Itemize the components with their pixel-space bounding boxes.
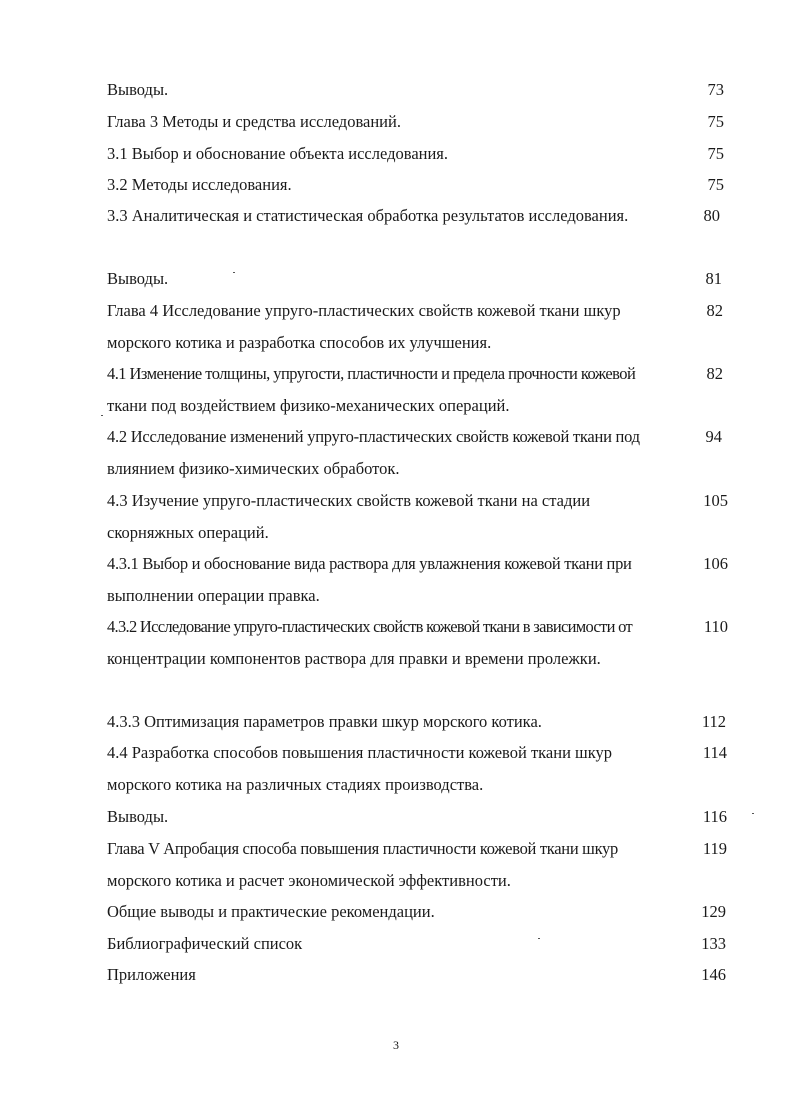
toc-entry-page: 82 bbox=[706, 364, 723, 383]
toc-entry-page: 112 bbox=[701, 712, 726, 731]
toc-entry-page: 75 bbox=[707, 112, 724, 131]
toc-entry-title: 3.2 Методы исследования. bbox=[107, 175, 292, 194]
toc-entry-continuation: скорняжных операций. bbox=[107, 523, 269, 542]
toc-entry-title: 4.3 Изучение упруго-пластических свойств кожевой ткани на стадии bbox=[107, 491, 591, 510]
toc-entry-page: 73 bbox=[707, 80, 724, 99]
toc-entry-continuation: влиянием физико-химических обработок. bbox=[107, 459, 400, 478]
toc-entry-title: 3.1 Выбор и обоснование объекта исследования. bbox=[107, 144, 449, 163]
toc-entry-continuation: концентрации компонентов раствора для правки и времени пролежки. bbox=[107, 649, 601, 668]
toc-entry-title: 3.3 Аналитическая и статистическая обработка результатов исследования. bbox=[107, 206, 629, 225]
toc-entry-title: 4.2 Исследование изменений упруго-пластических свойств кожевой ткани под bbox=[107, 427, 640, 446]
toc-entry-continuation: ткани под воздействием физико-механических операций. bbox=[107, 396, 510, 415]
toc-entry-page: 133 bbox=[701, 934, 726, 953]
toc-entry-page: 116 bbox=[702, 807, 727, 826]
toc-entry-page: 106 bbox=[703, 554, 728, 573]
toc-entry-title: Общие выводы и практические рекомендации. bbox=[107, 902, 435, 921]
toc-entry-page: 75 bbox=[707, 175, 724, 194]
toc-entry-continuation: морского котика и расчет экономической эффективности. bbox=[107, 871, 511, 890]
toc-entry-page: 129 bbox=[701, 902, 726, 921]
scan-speck bbox=[101, 415, 103, 416]
toc-entry-page: 75 bbox=[707, 144, 724, 163]
toc-entry-title: Глава 4 Исследование упруго-пластических свойств кожевой ткани шкур bbox=[107, 301, 621, 320]
toc-entry-continuation: морского котика и разработка способов их улучшения. bbox=[107, 333, 492, 352]
toc-entry-title: Библиографический список bbox=[107, 934, 303, 953]
toc-entry-title: Приложения bbox=[107, 965, 196, 984]
toc-entry-page: 81 bbox=[705, 269, 722, 288]
scan-speck bbox=[233, 272, 235, 273]
toc-entry-page: 110 bbox=[703, 617, 728, 636]
scan-speck bbox=[538, 938, 540, 939]
toc-entry-continuation: морского котика на различных стадиях производства. bbox=[107, 775, 484, 794]
toc-entry-title: Выводы. bbox=[107, 269, 169, 288]
toc-entry-page: 94 bbox=[705, 427, 722, 446]
toc-entry-page: 105 bbox=[703, 491, 728, 510]
toc-entry-page: 80 bbox=[703, 206, 720, 225]
toc-entry-page: 114 bbox=[702, 743, 727, 762]
toc-entry-page: 119 bbox=[702, 839, 727, 858]
toc-entry-title: 4.3.3 Оптимизация параметров правки шкур морского котика. bbox=[107, 712, 542, 731]
toc-entry-title: Глава V Апробация способа повышения пластичности кожевой ткани шкур bbox=[107, 839, 618, 858]
toc-entry-page: 146 bbox=[701, 965, 726, 984]
toc-entry-page: 82 bbox=[706, 301, 723, 320]
scan-speck bbox=[752, 813, 754, 814]
toc-entry-title: 4.4 Разработка способов повышения пластичности кожевой ткани шкур bbox=[107, 743, 613, 762]
toc-entry-title: 4.3.1 Выбор и обоснование вида раствора для увлажнения кожевой ткани при bbox=[107, 554, 632, 573]
toc-entry-title: Выводы. bbox=[107, 80, 169, 99]
toc-entry-title: 4.3.2 Исследование упруго-пластических свойств кожевой ткани в зависимости от bbox=[107, 617, 632, 636]
toc-entry-title: Глава 3 Методы и средства исследований. bbox=[107, 112, 401, 131]
toc-entry-continuation: выполнении операции правка. bbox=[107, 586, 320, 605]
page-number: 3 bbox=[393, 1038, 399, 1052]
toc-entry-title: Выводы. bbox=[107, 807, 169, 826]
toc-entry-title: 4.1 Изменение толщины, упругости, пластичности и предела прочности кожевой bbox=[107, 364, 636, 383]
